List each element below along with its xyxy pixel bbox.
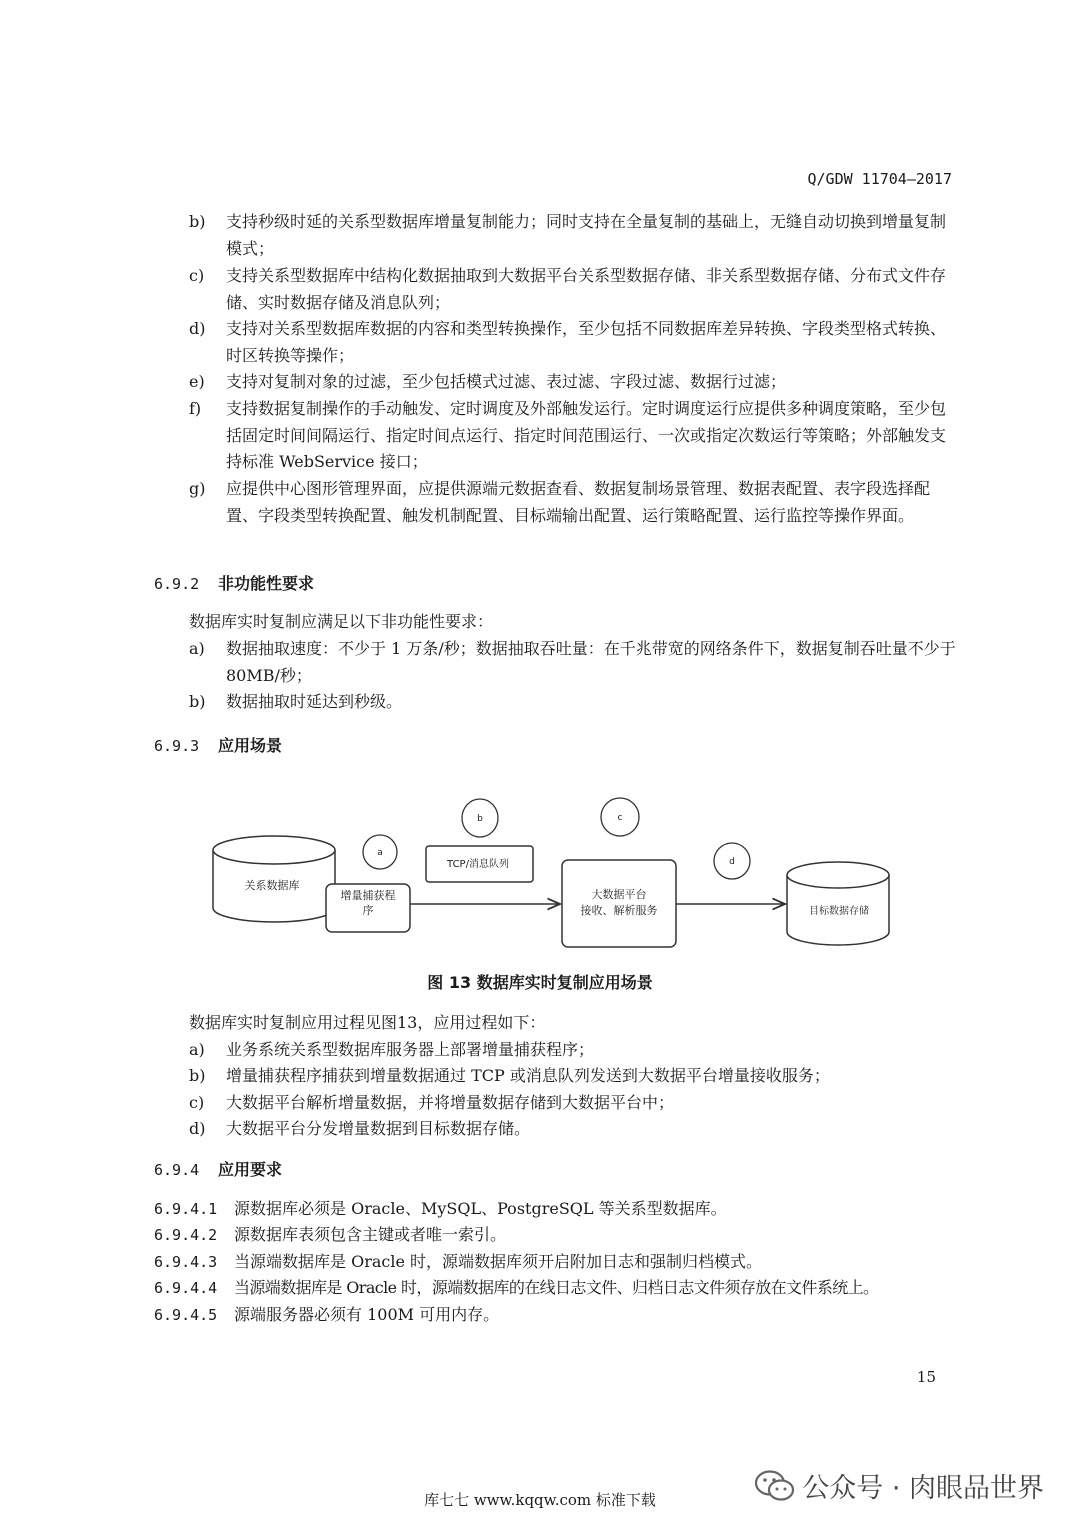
list-item (189, 1037, 959, 1064)
paragraph: 数据库实时复制应用过程见图13，应用过程如下： (189, 1013, 546, 1032)
list-text: 大数据平台分发增量数据到目标数据存储。 (226, 1119, 531, 1138)
requirement-text: 当源端数据库是 Oracle 时，源端数据库须开启附加日志和强制归档模式。 (234, 1252, 763, 1271)
capture-program-label-1: 增量捕获程 (340, 889, 396, 902)
section-number: 6.9.3 (154, 737, 200, 755)
requirement-item (154, 1222, 964, 1249)
requirement-item (154, 1275, 964, 1302)
list-text: 数据抽取速度：不少于 1 万条/秒；数据抽取吞吐量：在千兆带宽的网络条件下，数据复制吞吐量不少于 80MB/秒； (226, 639, 956, 685)
capture-program-label-2: 序 (362, 904, 374, 917)
list-marker: b) (189, 212, 206, 231)
list-item (189, 1063, 959, 1090)
figure-caption: 图 13 数据库实时复制应用场景 (427, 973, 653, 992)
list-text: 支持对复制对象的过滤，至少包括模式过滤、表过滤、字段过滤、数据行过滤； (226, 372, 787, 391)
platform-label-1: 大数据平台 (591, 888, 647, 901)
list-item (189, 316, 959, 369)
footer-text: 库七七 www.kqqw.com 标准下载 (424, 1491, 656, 1509)
requirement-text: 当源端数据库是 Oracle 时，源端数据库的在线日志文件、归档日志文件须存放在文件系统上。 (234, 1278, 879, 1297)
requirement-number: 6.9.4.4 (154, 1279, 218, 1297)
requirement-item (154, 1196, 964, 1223)
requirement-number: 6.9.4.3 (154, 1253, 218, 1271)
list-text: 业务系统关系型数据库服务器上部署增量捕获程序； (226, 1040, 595, 1059)
list-item (189, 636, 959, 689)
list-item (189, 369, 959, 396)
requirement-text: 源数据库必须是 Oracle、MySQL、PostgreSQL 等关系型数据库。 (234, 1199, 727, 1218)
list-text: 增量捕获程序捕获到增量数据通过 TCP 或消息队列发送到大数据平台增量接收服务； (226, 1066, 830, 1085)
step-label-d: d (729, 857, 735, 867)
list-marker: a) (189, 639, 205, 658)
list-text: 支持秒级时延的关系型数据库增量复制能力；同时支持在全量复制的基础上，无缝自动切换到增量复制模式； (226, 212, 947, 258)
list-text: 支持数据复制操作的手动触发、定时调度及外部触发运行。定时调度运行应提供多种调度策略，至少包括固定时间间隔运行、指定时间点运行、指定时间范围运行、一次或指定次数运行等策略；外部触发支持标准 WebService 接口； (226, 399, 947, 472)
list-marker: b) (189, 1066, 206, 1085)
step-label-a: a (377, 848, 383, 858)
section-heading-6-9-3 (154, 733, 282, 756)
list-text: 数据抽取时延达到秒级。 (226, 692, 403, 711)
list-marker: b) (189, 692, 206, 711)
target-db-label: 目标数据存储 (809, 906, 869, 917)
section-heading-6-9-2 (154, 571, 314, 594)
step-label-b: b (477, 814, 483, 824)
list-text: 支持关系型数据库中结构化数据抽取到大数据平台关系型数据存储、非关系型数据存储、分布式文件存储、实时数据存储及消息队列； (226, 266, 947, 312)
doc-code: Q/GDW 11704—2017 (807, 170, 952, 188)
list-item (189, 396, 959, 476)
list-marker: c) (189, 1093, 205, 1112)
list-text: 支持对关系型数据库数据的内容和类型转换操作，至少包括不同数据库差异转换、字段类型格式转换、时区转换等操作； (226, 319, 947, 365)
list-marker: d) (189, 1119, 206, 1138)
section-title: 应用场景 (218, 736, 283, 755)
requirement-number: 6.9.4.5 (154, 1306, 218, 1324)
requirement-text: 源数据库表须包含主键或者唯一索引。 (234, 1225, 507, 1244)
requirement-item (154, 1249, 964, 1276)
list-item (189, 1090, 959, 1117)
list-item (189, 689, 959, 716)
section-title: 应用要求 (218, 1160, 283, 1179)
section-heading-6-9-4 (154, 1157, 282, 1180)
requirement-number: 6.9.4.1 (154, 1200, 218, 1218)
section-number: 6.9.4 (154, 1161, 200, 1179)
list-marker: f) (189, 399, 202, 418)
list-text: 应提供中心图形管理界面，应提供源端元数据查看、数据复制场景管理、数据表配置、表字段选择配置、字段类型转换配置、触发机制配置、目标端输出配置、运行策略配置、运行监控等操作界面。 (226, 479, 931, 525)
list-text: 大数据平台解析增量数据，并将增量数据存储到大数据平台中； (226, 1093, 675, 1112)
replication-diagram (0, 780, 1080, 960)
list-item (189, 263, 959, 316)
page-number: 15 (916, 1368, 936, 1386)
list-item (189, 1116, 959, 1143)
transport-label: TCP/消息队列 (447, 859, 509, 870)
section-number: 6.9.2 (154, 575, 200, 593)
paragraph: 数据库实时复制应满足以下非功能性要求： (189, 612, 494, 631)
list-marker: c) (189, 266, 205, 285)
requirement-number: 6.9.4.2 (154, 1226, 218, 1244)
requirement-text: 源端服务器必须有 100M 可用内存。 (234, 1305, 500, 1324)
watermark-text: 公众号 · 肉眼品世界 (802, 1473, 1044, 1504)
target-db-cylinder (787, 862, 889, 945)
list-marker: d) (189, 319, 206, 338)
list-marker: a) (189, 1040, 205, 1059)
list-marker: g) (189, 479, 206, 498)
platform-label-2: 接收、解析服务 (580, 904, 658, 917)
list-item (189, 209, 959, 262)
list-marker: e) (189, 372, 205, 391)
section-title: 非功能性要求 (218, 574, 315, 593)
step-label-c: c (617, 813, 623, 823)
source-db-label: 关系数据库 (244, 879, 300, 892)
requirement-item (154, 1302, 964, 1329)
list-item (189, 476, 959, 529)
